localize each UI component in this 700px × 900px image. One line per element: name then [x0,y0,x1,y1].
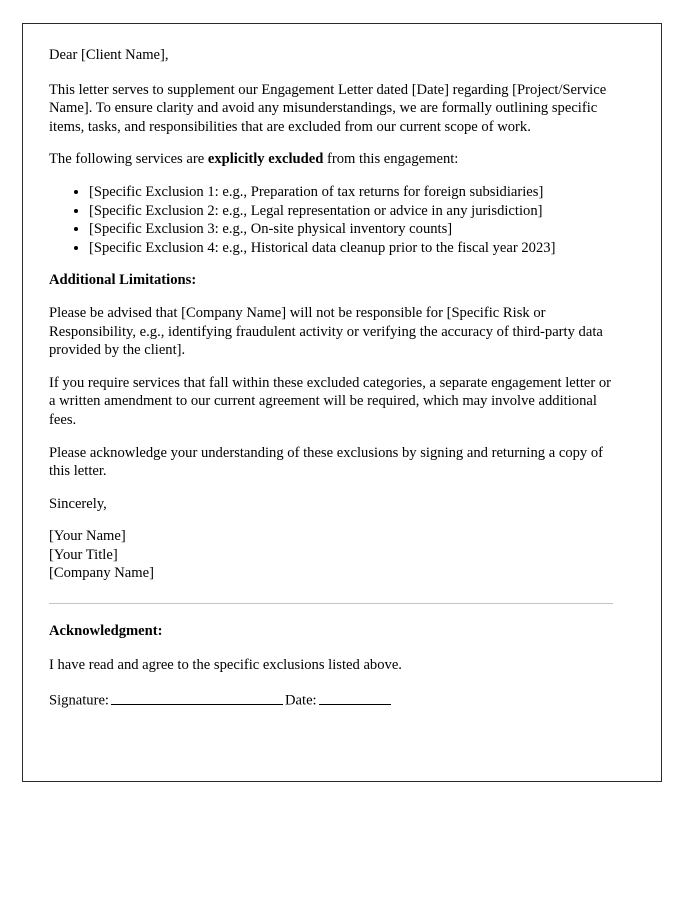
date-field-label: Date: [285,692,317,709]
additional-limitations-paragraph: Please be advised that [Company Name] will not be responsible for [Specific Risk or Responsibility, e.g., identifying fraudulent activity or verifying the accuracy of third-party data provided by the client]. [49,304,603,359]
intro-paragraph: This letter serves to supplement our Engagement Letter dated [Date] regarding [Project/Service Name]. To ensure clarity and avoid any misunderstandings, we are formally outlining specific items, tasks, and responsibilities that are excluded from our current scope of work. [49,81,607,135]
closing-salutation: Sincerely, [49,495,107,512]
exclusions-lead-before: The following services are [49,151,208,168]
list-item: • [Specific Exclusion 3: e.g., On-site physical inventory counts] [89,220,613,239]
signature-field-label: Signature: [49,692,109,709]
letter-content [49,46,613,710]
list-item: • [Specific Exclusion 4: e.g., Historical data cleanup prior to the fiscal year 2023] [89,239,613,258]
explicitly-excluded-emphasis: explicitly excluded [207,151,324,168]
letter-page-border [22,23,662,782]
separate-engagement-paragraph: If you require services that fall within these excluded categories, a separate engagement letter or a written amendment to our current agreement will be required, which may involve additional fees. [49,374,612,428]
section-divider [49,603,613,604]
salutation: Dear [Client Name], [49,47,169,63]
exclusions-lead-after: from this engagement: [323,151,459,168]
acknowledge-request-paragraph: Please acknowledge your understanding of these exclusions by signing and returning a copy of this letter. [49,444,604,480]
sender-company: [Company Name] [49,565,154,582]
sender-signature-block [49,527,613,583]
date-input-line[interactable] [319,691,391,704]
sender-name: [Your Name] [49,528,126,545]
sender-title: [Your Title] [49,546,118,563]
exclusions-lead-in [49,150,613,169]
signature-date-row [49,691,613,710]
list-item: • [Specific Exclusion 1: e.g., Preparation of tax returns for foreign subsidiaries] [89,183,613,202]
signature-input-line[interactable] [111,691,283,704]
list-item: • [Specific Exclusion 2: e.g., Legal representation or advice in any jurisdiction] [89,202,613,221]
additional-limitations-heading: Additional Limitations: [49,272,197,289]
exclusions-list [49,183,613,257]
acknowledgment-heading: Acknowledgment: [49,623,163,640]
acknowledgment-text: I have read and agree to the specific exclusions listed above. [49,656,402,673]
